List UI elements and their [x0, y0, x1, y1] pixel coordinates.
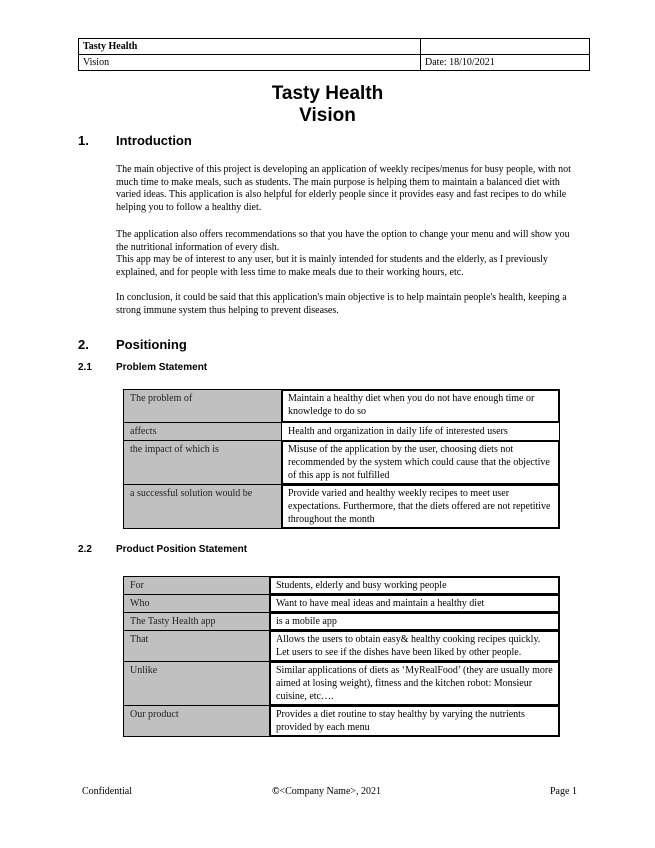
table-label-cell: That — [124, 631, 270, 662]
table-row — [124, 706, 560, 737]
table-label-cell: Unlike — [124, 662, 270, 706]
table-value-cell: Allows the users to obtain easy& healthy cooking recipes quickly. Let users to see if the dishes have been liked by other people. — [270, 631, 560, 662]
table-row — [124, 423, 560, 441]
table-value-cell: Students, elderly and busy working people — [270, 577, 560, 595]
table-row — [124, 441, 560, 485]
header-doc-type: Vision — [79, 55, 421, 71]
table-label-cell: The Tasty Health app — [124, 613, 270, 631]
section-number: 1. — [78, 133, 89, 148]
header-empty-cell — [421, 39, 590, 55]
table-label-cell: a successful solution would be — [124, 485, 282, 529]
document-header — [78, 38, 590, 71]
table-label-cell: The problem of — [124, 390, 282, 423]
table-row — [124, 662, 560, 706]
table-label-cell: affects — [124, 423, 282, 441]
section-title: Introduction — [116, 133, 192, 148]
table-value-cell: Similar applications of diets as ‘MyRealFood’ (they are usually more aimed at losing weight), fitness and the kitchen robot: Monsieur cuisine, etc…. — [270, 662, 560, 706]
table-row — [124, 595, 560, 613]
table-label-cell: For — [124, 577, 270, 595]
table-value-cell: Misuse of the application by the user, choosing diets not recommended by the system which could cause that the objective of this app is not fulfilled — [282, 441, 560, 485]
table-value-cell: Provides a diet routine to stay healthy by varying the nutrients provided by each menu — [270, 706, 560, 737]
footer-company: <Company Name>, 2021 — [279, 786, 382, 797]
intro-paragraph-2: The application also offers recommendations so that you have the option to change your menu and will show you the nutritional information of every dish. — [116, 229, 570, 253]
subsection-title: Product Position Statement — [116, 544, 248, 555]
table-row — [124, 613, 560, 631]
table-row — [124, 631, 560, 662]
header-project: Tasty Health — [79, 39, 421, 55]
header-date: Date: 18/10/2021 — [421, 55, 590, 71]
copyright-icon: © — [272, 786, 280, 797]
document-subtitle: Vision — [299, 105, 356, 126]
table-value-cell: is a mobile app — [270, 613, 560, 631]
table-row — [124, 485, 560, 529]
section-number: 2. — [78, 337, 89, 352]
table-value-cell: Health and organization in daily life of interested users — [282, 423, 560, 441]
problem-statement-table — [123, 389, 560, 529]
table-row — [124, 577, 560, 595]
subsection-title: Problem Statement — [116, 362, 208, 373]
footer-page-number: Page 1 — [550, 786, 577, 797]
table-row — [124, 390, 560, 423]
table-value-cell: Provide varied and healthy weekly recipes to meet user expectations. Furthermore, that the diets offered are not repetitive throughout the month — [282, 485, 560, 529]
table-value-cell: Maintain a healthy diet when you do not have enough time or knowledge to do so — [282, 390, 560, 423]
subsection-number: 2.1 — [78, 362, 92, 373]
section-title: Positioning — [116, 337, 187, 352]
document-title: Tasty Health — [271, 83, 384, 104]
product-position-table — [123, 576, 560, 737]
table-label-cell: the impact of which is — [124, 441, 282, 485]
intro-paragraph-4: In conclusion, it could be said that this application's main objective is to help maintain people's health, keeping a strong immune system thus helping to prevent diseases. — [116, 292, 567, 316]
table-label-cell: Who — [124, 595, 270, 613]
intro-paragraph-3: This app may be of interest to any user, but it is mainly intended for students and the elderly, as I previously explained, and for people with less time to make meals due to their working hours, etc. — [116, 254, 548, 278]
table-label-cell: Our product — [124, 706, 270, 737]
intro-paragraph-1: The main objective of this project is developing an application of weekly recipes/menus for busy people, with not much time to make meals, such as students. The main purpose is helping them to maintain a balanced diet with varied ideas. This application is also helpful for elderly people since it provides easy and fast recipes to do while helping you to follow a healthy diet. — [116, 164, 571, 213]
table-value-cell: Want to have meal ideas and maintain a healthy diet — [270, 595, 560, 613]
footer-confidential: Confidential — [82, 786, 132, 797]
footer-copyright — [272, 786, 381, 797]
subsection-number: 2.2 — [78, 544, 92, 555]
